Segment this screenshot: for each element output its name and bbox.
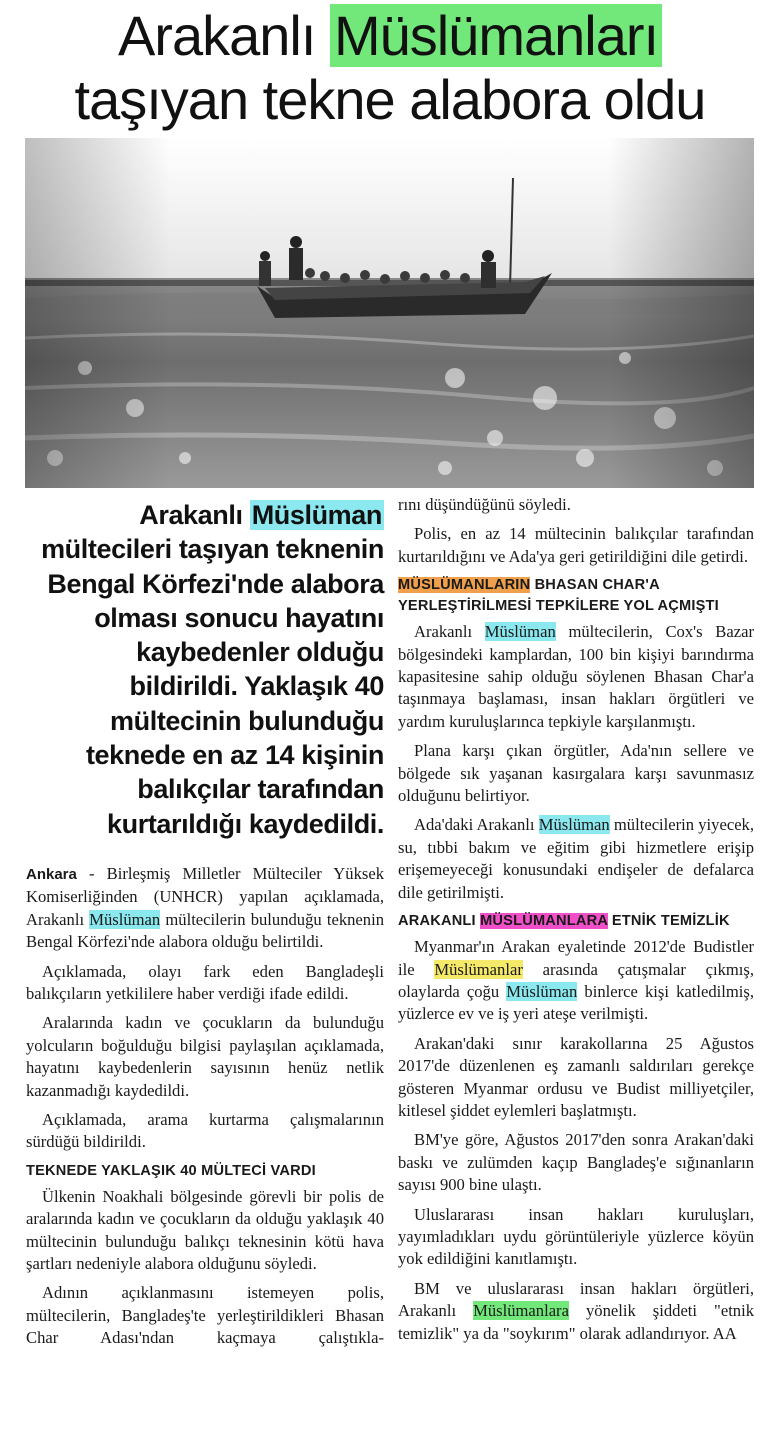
lead-text: Arakanlı	[139, 500, 250, 530]
subheading	[398, 911, 754, 932]
paragraph-text: arasında çatışmalar çıkmış, olaylarda çoğu	[398, 959, 755, 1001]
subheading	[398, 575, 754, 617]
left-column	[26, 498, 384, 1357]
headline	[0, 4, 780, 132]
subheading-text: ETNİK TEMİZLİK	[607, 913, 730, 930]
paragraph: Plana karşı çıkan örgütler, Ada'nın sellere ve bölgede sık yaşanan kasırgalara karşı savunmasız olduğunu belirtiyor.	[398, 741, 754, 806]
highlight-word: Müslümanlara	[473, 1301, 569, 1321]
headline-line-1	[0, 4, 780, 68]
paragraph-text: mültecilerin yiyecek, su, tıbbi bakım ve eğitim gibi hizmetlere erişip erişemeyeceği konusundaki endişeler de defalarca dile getirilmişti.	[398, 815, 755, 902]
highlight-word: Müslüman	[484, 622, 556, 642]
paragraph: Açıklamada, arama kurtarma çalışmalarının sürdüğü bildirildi.	[26, 1110, 384, 1152]
paragraph: Açıklamada, olayı fark eden Bangladeşli balıkçıların yetkililere haber verdiği ifade edildi.	[26, 961, 384, 1003]
highlight-word: Müslüman	[506, 981, 578, 1001]
paragraph	[398, 1278, 754, 1345]
highlight-word: Müslümanları	[330, 4, 662, 67]
paragraph-text: yönelik şiddeti "etnik temizlik" ya da "soykırım" olarak adlandırıyor. AA	[398, 1301, 755, 1343]
paragraph: Uluslararası insan hakları kuruluşları, yayımladıkları uydu görüntüleriyle yüzlerce köyün yok edildiğini kanıtlamıştı.	[398, 1204, 754, 1269]
right-column	[398, 494, 754, 1352]
paragraph-text: mültecilerin bulunduğu teknenin Bengal Körfezi'nde alabora olduğu belirtildi.	[26, 909, 384, 952]
headline-text: Arakanlı	[117, 4, 330, 67]
paragraph: Adının açıklanmasını istemeyen polis, mültecilerin, Bangladeş'te yerleştirildikleri Bhasan Char Adası'ndan kaçmaya çalıştıkla-	[26, 1283, 384, 1348]
dateline: Ankara	[26, 865, 77, 883]
paragraph-text: mültecilerin, Cox's Bazar bölgesindeki kamplardan, 100 bin kişiyi barındırma kapasitesine sahip olduğu söylenen Bhasan Char'a taşınmaya başlaması, insan hakları örgütleri ve yardım kuruluşlarınca tepkiyle karşılanmıştı.	[398, 622, 754, 731]
paragraph	[26, 863, 384, 954]
paragraph: Polis, en az 14 mültecinin balıkçılar tarafından kurtarıldığını ve Ada'ya geri getirildiğini dile getirdi.	[398, 524, 754, 566]
paragraph: Ülkenin Noakhali bölgesinde görevli bir polis de aralarında kadın ve çocukların da olduğu yaklaşık 40 mültecinin bulunduğu balıkçı teknesinin kötü hava şartları nedeniyle alabora olduğunu söyledi.	[26, 1186, 384, 1274]
paragraph: Aralarında kadın ve çocukların da bulunduğu yolcuların boğulduğu bilgisi paylaşılan açıklamada, hayatını kaybedenlerin sayısının henüz netlik kazanmadığı kaydedildi.	[26, 1013, 384, 1100]
paragraph-text: binlerce kişi katledilmiş, yüzlerce ev ve iş yeri ateşe verilmişti.	[398, 981, 754, 1024]
highlight-word: Müslüman	[251, 500, 382, 530]
photo-illustration	[25, 138, 754, 488]
highlight-word: Müslümanlar	[434, 959, 523, 979]
subheading-text: ARAKANLI	[398, 913, 481, 930]
highlight-word: Müslüman	[538, 815, 610, 835]
paragraph-text: - Birleşmiş Milletler Mülteciler Yüksek Komiserliğinden (UNHCR) yapılan açıklamada, Arakanlı	[26, 863, 384, 929]
paragraph: rını düşündüğünü söyledi.	[398, 495, 571, 514]
paragraph: Arakan'daki sınır karakollarına 25 Ağustos 2017'de düzenlenen eş zamanlı saldırıları gerekçe gösteren Myanmar ordusu ve Budist milliyetçiler, kitlesel şiddet eylemleri başlatmıştı.	[398, 1033, 754, 1120]
refugee-boat-photo	[25, 138, 754, 488]
paragraph-text: BM ve uluslararası insan hakları örgütleri, Arakanlı	[398, 1278, 754, 1321]
lead-paragraph	[26, 498, 384, 841]
paragraph	[398, 814, 754, 904]
paragraph-text: Ada'daki Arakanlı	[414, 815, 539, 835]
lead-text: mültecileri taşıyan teknenin Bengal Körfezi'nde alabora olması sonucu hayatını kaybedenler olduğu bildirildi. Yaklaşık 40 mültecinin bulunduğu teknede en az 14 kişinin balıkçılar tarafından kurtarıldığı kaydedildi.	[41, 534, 384, 839]
paragraph	[398, 936, 754, 1026]
headline-line-2: taşıyan tekne alabora oldu	[74, 68, 706, 131]
highlight-word: MÜSLÜMANLARIN	[398, 577, 531, 594]
subheading: TEKNEDE YAKLAŞIK 40 MÜLTECİ VARDI	[26, 1162, 316, 1179]
subheading-text: BHASAN CHAR'A YERLEŞTİRİLMESİ TEPKİLERE YOL AÇMIŞTI	[398, 577, 719, 615]
paragraph-text: Myanmar'ın Arakan eyaletinde 2012'de Budistler ile	[398, 937, 754, 979]
highlight-word: Müslüman	[89, 909, 161, 929]
paragraph	[398, 621, 754, 733]
paragraph-text: Arakanlı	[414, 622, 485, 642]
paragraph: BM'ye göre, Ağustos 2017'den sonra Arakan'daki baskı ve zulümden kaçıp Bangladeş'e sığınanların sayısı 900 bine ulaştı.	[398, 1130, 754, 1195]
highlight-word: MÜSLÜMANLARA	[480, 913, 608, 930]
